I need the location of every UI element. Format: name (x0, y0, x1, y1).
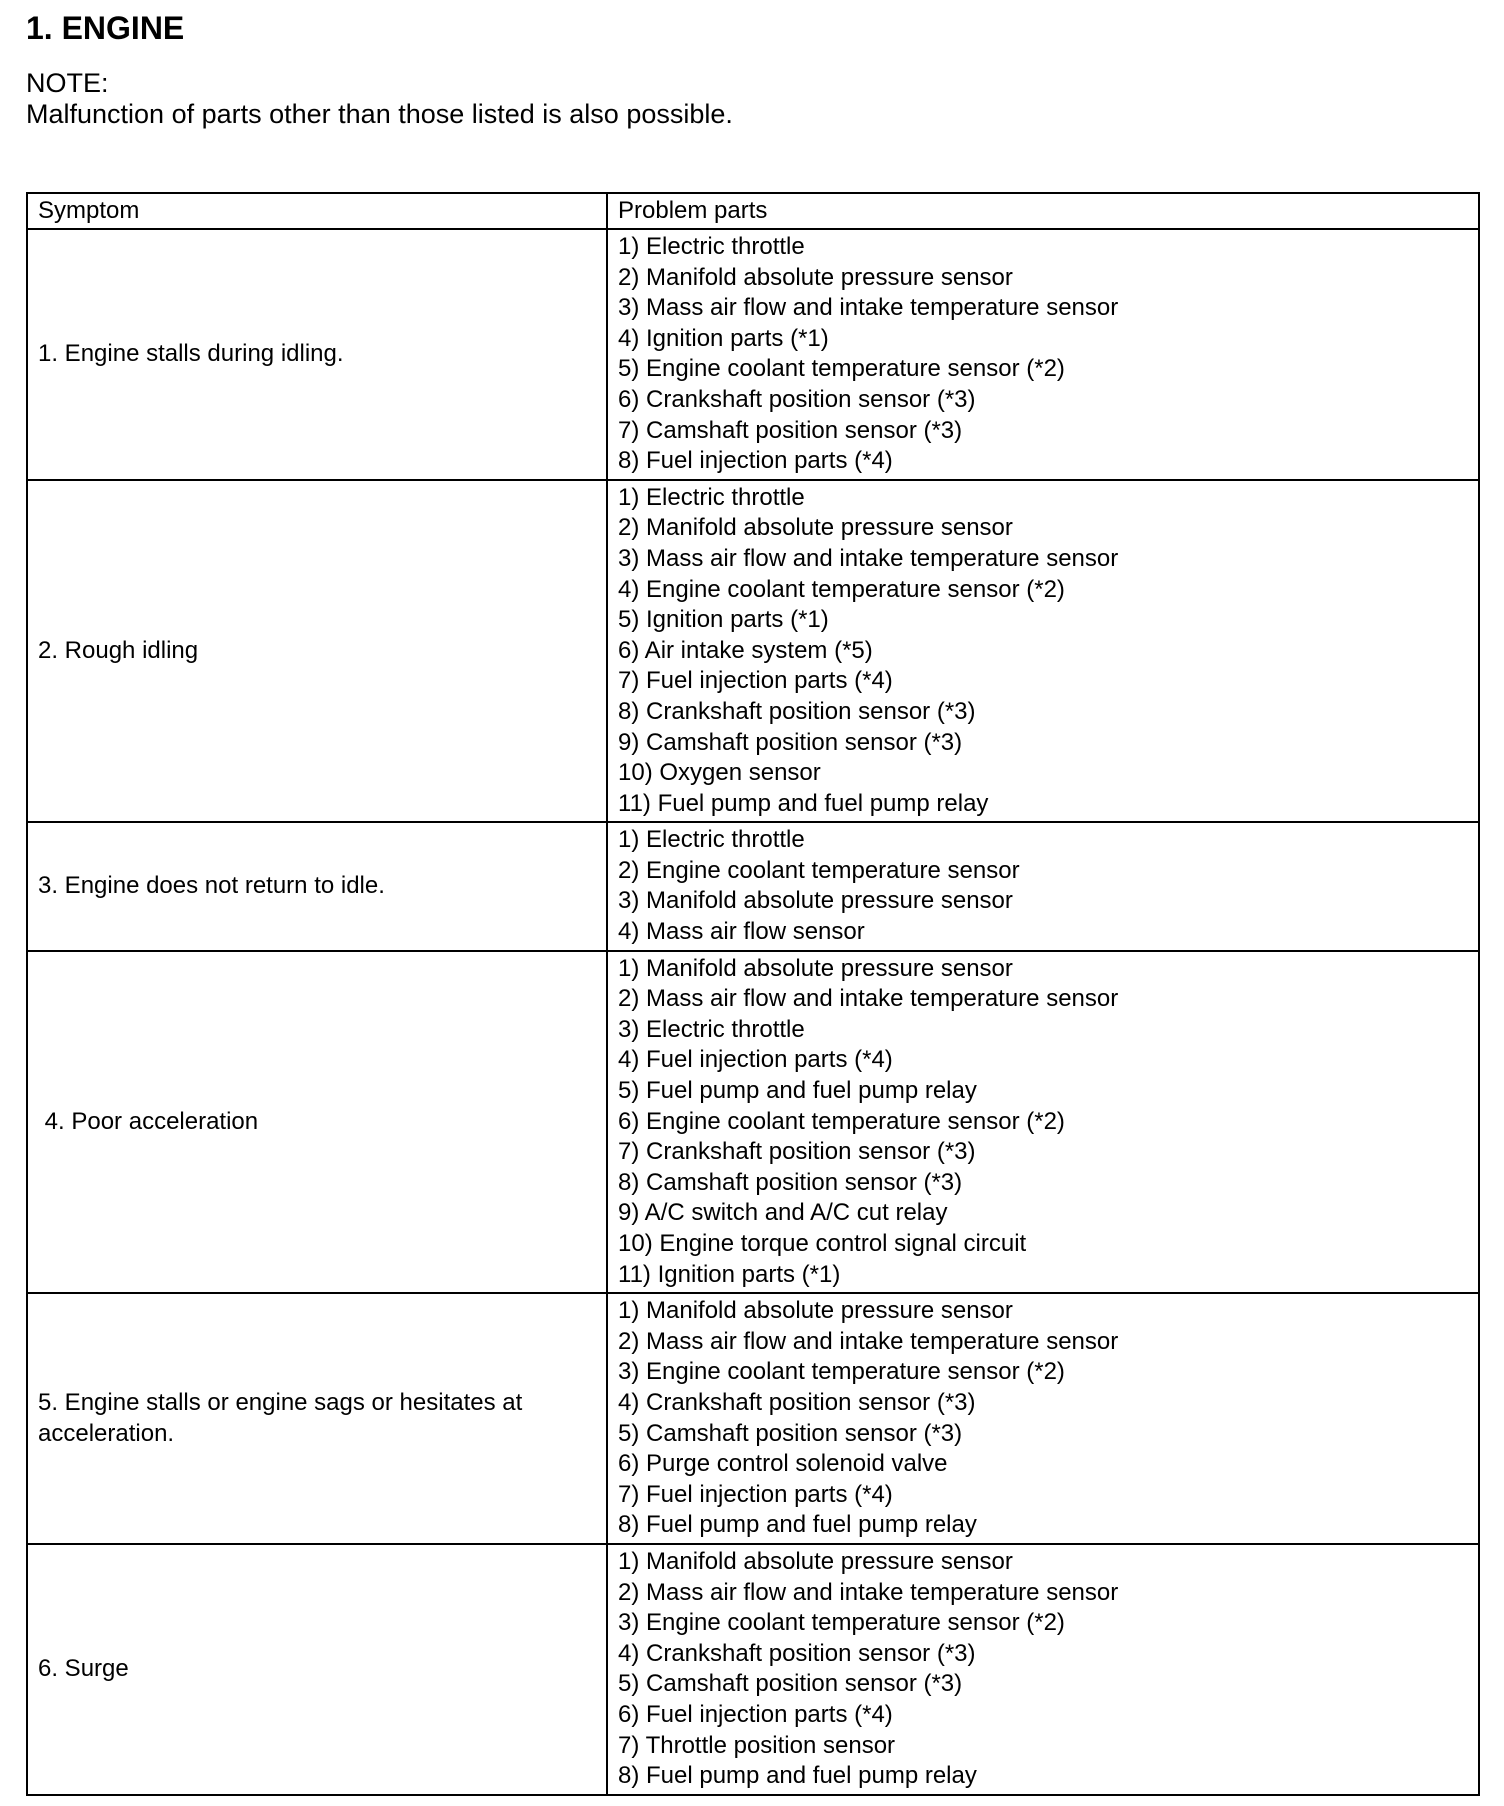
problem-part-item: 2) Engine coolant temperature sensor (618, 856, 1020, 884)
problem-part-item: 7) Crankshaft position sensor (*3) (618, 1138, 976, 1166)
problem-part-item: 1) Manifold absolute pressure sensor (618, 954, 1013, 982)
symptom-cell: 1. Engine stalls during idling. (27, 229, 607, 480)
problem-part-item: 1) Manifold absolute pressure sensor (618, 1547, 1013, 1575)
problem-part-item: 3) Manifold absolute pressure sensor (618, 887, 1013, 915)
problem-part-item: 3) Mass air flow and intake temperature sensor (618, 544, 1119, 572)
problem-part-item: 6) Purge control solenoid valve (618, 1450, 948, 1478)
note-label: NOTE: (26, 68, 109, 98)
problem-parts-cell (607, 1544, 1479, 1795)
problem-part-item: 7) Fuel injection parts (*4) (618, 1480, 893, 1508)
problem-part-item: 4) Ignition parts (*1) (618, 324, 829, 352)
problem-part-item: 1) Manifold absolute pressure sensor (618, 1297, 1013, 1325)
problem-part-item: 8) Fuel pump and fuel pump relay (618, 1511, 977, 1539)
problem-part-item: 6) Crankshaft position sensor (*3) (618, 385, 976, 413)
table-row (27, 229, 1479, 480)
problem-part-item: 1) Electric throttle (618, 233, 805, 260)
problem-part-item: 5) Fuel pump and fuel pump relay (618, 1077, 977, 1105)
problem-part-item: 3) Electric throttle (618, 1015, 805, 1043)
problem-part-item: 11) Ignition parts (*1) (618, 1260, 841, 1288)
problem-part-item: 4) Fuel injection parts (*4) (618, 1046, 893, 1074)
problem-part-item: 2) Mass air flow and intake temperature sensor (618, 985, 1119, 1013)
problem-part-item: 5) Ignition parts (*1) (618, 606, 829, 634)
problem-part-item: 6) Air intake system (*5) (618, 636, 873, 664)
table-row (27, 1544, 1479, 1795)
problem-part-item: 11) Fuel pump and fuel pump relay (618, 789, 989, 817)
problem-parts-cell (607, 480, 1479, 823)
symptom-cell: 2. Rough idling (27, 480, 607, 823)
table-header-row (27, 193, 1479, 229)
problem-part-item: 8) Camshaft position sensor (*3) (618, 1168, 963, 1196)
problem-part-item: 1) Electric throttle (618, 826, 805, 854)
problem-parts-cell (607, 229, 1479, 480)
table-row (27, 480, 1479, 823)
problem-part-item: 5) Engine coolant temperature sensor (*2) (618, 355, 1065, 383)
note-text: Malfunction of parts other than those listed is also possible. (26, 99, 733, 129)
problem-part-item: 2) Manifold absolute pressure sensor (618, 263, 1013, 291)
problem-part-item: 5) Camshaft position sensor (*3) (618, 1419, 963, 1447)
symptom-cell: 4. Poor acceleration (27, 951, 607, 1294)
problem-part-item: 6) Engine coolant temperature sensor (*2) (618, 1107, 1065, 1135)
table-row (27, 951, 1479, 1294)
problem-part-item: 2) Manifold absolute pressure sensor (618, 514, 1013, 542)
problem-part-item: 8) Fuel pump and fuel pump relay (618, 1762, 977, 1790)
problem-part-item: 2) Mass air flow and intake temperature sensor (618, 1578, 1119, 1606)
problem-part-item: 1) Electric throttle (618, 483, 805, 511)
problem-parts-cell (607, 1293, 1479, 1544)
problem-part-item: 3) Engine coolant temperature sensor (*2) (618, 1358, 1065, 1386)
problem-part-item: 10) Oxygen sensor (618, 759, 821, 787)
problem-part-item: 5) Camshaft position sensor (*3) (618, 1670, 963, 1698)
diagnosis-table (26, 192, 1480, 1796)
problem-part-item: 7) Fuel injection parts (*4) (618, 667, 893, 695)
problem-part-item: 8) Fuel injection parts (*4) (618, 447, 893, 475)
problem-parts-cell (607, 822, 1479, 950)
symptom-cell: 3. Engine does not return to idle. (27, 822, 607, 950)
problem-part-item: 10) Engine torque control signal circuit (618, 1230, 1027, 1257)
problem-parts-cell (607, 951, 1479, 1294)
problem-part-item: 3) Mass air flow and intake temperature sensor (618, 294, 1119, 322)
header-symptom: Symptom (27, 193, 607, 229)
problem-part-item: 7) Throttle position sensor (618, 1731, 896, 1759)
problem-part-item: 4) Crankshaft position sensor (*3) (618, 1639, 976, 1667)
table-body (27, 229, 1479, 1795)
problem-part-item: 8) Crankshaft position sensor (*3) (618, 697, 976, 725)
symptom-cell: 6. Surge (27, 1544, 607, 1795)
problem-part-item: 2) Mass air flow and intake temperature sensor (618, 1327, 1119, 1355)
problem-part-item: 3) Engine coolant temperature sensor (*2) (618, 1609, 1065, 1637)
problem-part-item: 6) Fuel injection parts (*4) (618, 1700, 893, 1728)
problem-part-item: 4) Crankshaft position sensor (*3) (618, 1388, 976, 1416)
page-title: 1. ENGINE (26, 10, 185, 46)
problem-part-item: 9) Camshaft position sensor (*3) (618, 728, 963, 756)
header-problem-parts: Problem parts (607, 193, 1479, 229)
note-block (26, 68, 733, 130)
problem-part-item: 4) Mass air flow sensor (618, 918, 865, 946)
problem-part-item: 4) Engine coolant temperature sensor (*2) (618, 575, 1065, 603)
problem-part-item: 9) A/C switch and A/C cut relay (618, 1199, 948, 1227)
table-row (27, 822, 1479, 950)
problem-part-item: 7) Camshaft position sensor (*3) (618, 416, 963, 444)
table-row (27, 1293, 1479, 1544)
symptom-cell: 5. Engine stalls or engine sags or hesitates at acceleration. (27, 1293, 607, 1544)
